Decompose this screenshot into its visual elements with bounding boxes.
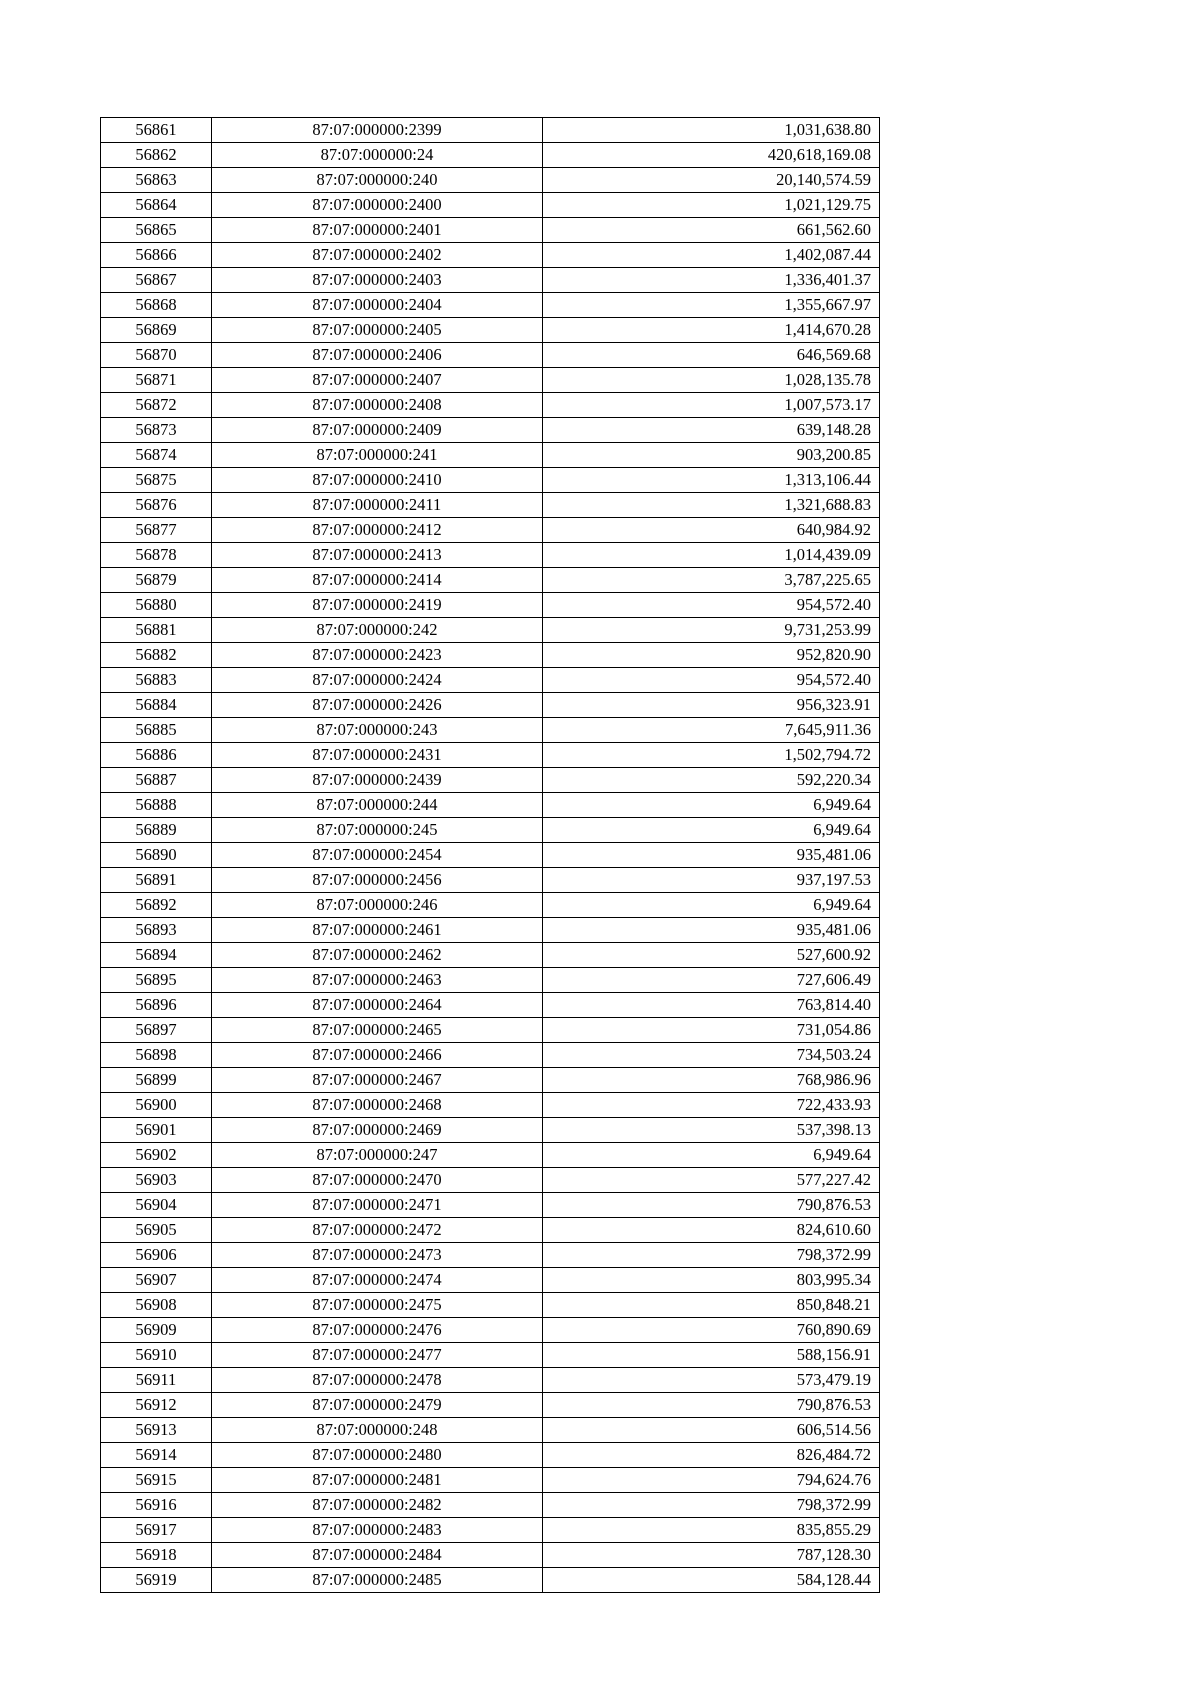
- cadastral-number-cell: 87:07:000000:2474: [212, 1268, 543, 1293]
- value-cell: 787,128.30: [543, 1543, 880, 1568]
- value-cell: 768,986.96: [543, 1068, 880, 1093]
- row-number-cell: 56871: [101, 368, 212, 393]
- row-number-cell: 56890: [101, 843, 212, 868]
- row-number-cell: 56866: [101, 243, 212, 268]
- value-cell: 573,479.19: [543, 1368, 880, 1393]
- table-row: [101, 543, 880, 568]
- row-number-cell: 56902: [101, 1143, 212, 1168]
- cadastral-number-cell: 87:07:000000:2470: [212, 1168, 543, 1193]
- table-row: [101, 1118, 880, 1143]
- cadastral-number-cell: 87:07:000000:2478: [212, 1368, 543, 1393]
- table-row: [101, 1568, 880, 1593]
- value-cell: 639,148.28: [543, 418, 880, 443]
- row-number-cell: 56913: [101, 1418, 212, 1443]
- table-row: [101, 618, 880, 643]
- table-row: [101, 168, 880, 193]
- table-row: [101, 1543, 880, 1568]
- value-cell: 527,600.92: [543, 943, 880, 968]
- cadastral-number-cell: 87:07:000000:245: [212, 818, 543, 843]
- row-number-cell: 56861: [101, 118, 212, 143]
- value-cell: 722,433.93: [543, 1093, 880, 1118]
- value-cell: 956,323.91: [543, 693, 880, 718]
- cadastral-number-cell: 87:07:000000:2485: [212, 1568, 543, 1593]
- cadastral-number-cell: 87:07:000000:2454: [212, 843, 543, 868]
- value-cell: 798,372.99: [543, 1493, 880, 1518]
- table-row: [101, 143, 880, 168]
- row-number-cell: 56896: [101, 993, 212, 1018]
- value-cell: 790,876.53: [543, 1193, 880, 1218]
- table-row: [101, 443, 880, 468]
- table-row: [101, 643, 880, 668]
- table-row: [101, 318, 880, 343]
- row-number-cell: 56899: [101, 1068, 212, 1093]
- row-number-cell: 56904: [101, 1193, 212, 1218]
- value-cell: 727,606.49: [543, 968, 880, 993]
- table-row: [101, 1243, 880, 1268]
- value-cell: 1,031,638.80: [543, 118, 880, 143]
- value-cell: 1,414,670.28: [543, 318, 880, 343]
- table-row: [101, 718, 880, 743]
- cadastral-number-cell: 87:07:000000:2412: [212, 518, 543, 543]
- row-number-cell: 56901: [101, 1118, 212, 1143]
- row-number-cell: 56897: [101, 1018, 212, 1043]
- cadastral-number-cell: 87:07:000000:2475: [212, 1293, 543, 1318]
- value-cell: 798,372.99: [543, 1243, 880, 1268]
- table-row: [101, 1418, 880, 1443]
- cadastral-number-cell: 87:07:000000:240: [212, 168, 543, 193]
- value-cell: 903,200.85: [543, 443, 880, 468]
- table-row: [101, 193, 880, 218]
- table-row: [101, 1268, 880, 1293]
- table-row: [101, 693, 880, 718]
- value-cell: 952,820.90: [543, 643, 880, 668]
- cadastral-number-cell: 87:07:000000:2426: [212, 693, 543, 718]
- cadastral-number-cell: 87:07:000000:2400: [212, 193, 543, 218]
- cadastral-number-cell: 87:07:000000:2466: [212, 1043, 543, 1068]
- value-cell: 1,321,688.83: [543, 493, 880, 518]
- row-number-cell: 56892: [101, 893, 212, 918]
- row-number-cell: 56917: [101, 1518, 212, 1543]
- cadastral-number-cell: 87:07:000000:2411: [212, 493, 543, 518]
- cadastral-number-cell: 87:07:000000:2410: [212, 468, 543, 493]
- value-cell: 1,313,106.44: [543, 468, 880, 493]
- table-row: [101, 1193, 880, 1218]
- table-row: [101, 418, 880, 443]
- cadastral-number-cell: 87:07:000000:2464: [212, 993, 543, 1018]
- row-number-cell: 56884: [101, 693, 212, 718]
- cadastral-number-cell: 87:07:000000:244: [212, 793, 543, 818]
- table-body: [101, 118, 880, 1593]
- row-number-cell: 56915: [101, 1468, 212, 1493]
- table-row: [101, 1043, 880, 1068]
- row-number-cell: 56879: [101, 568, 212, 593]
- value-cell: 794,624.76: [543, 1468, 880, 1493]
- cadastral-number-cell: 87:07:000000:242: [212, 618, 543, 643]
- cadastral-number-cell: 87:07:000000:2479: [212, 1393, 543, 1418]
- value-cell: 584,128.44: [543, 1568, 880, 1593]
- cadastral-number-cell: 87:07:000000:2483: [212, 1518, 543, 1543]
- table-row: [101, 668, 880, 693]
- table-row: [101, 743, 880, 768]
- cadastral-number-cell: 87:07:000000:2439: [212, 768, 543, 793]
- table-row: [101, 1143, 880, 1168]
- row-number-cell: 56878: [101, 543, 212, 568]
- row-number-cell: 56916: [101, 1493, 212, 1518]
- value-cell: 1,355,667.97: [543, 293, 880, 318]
- row-number-cell: 56909: [101, 1318, 212, 1343]
- cadastral-number-cell: 87:07:000000:2471: [212, 1193, 543, 1218]
- table-row: [101, 893, 880, 918]
- row-number-cell: 56869: [101, 318, 212, 343]
- table-row: [101, 1518, 880, 1543]
- value-cell: 760,890.69: [543, 1318, 880, 1343]
- cadastral-number-cell: 87:07:000000:241: [212, 443, 543, 468]
- row-number-cell: 56918: [101, 1543, 212, 1568]
- value-cell: 935,481.06: [543, 843, 880, 868]
- cadastral-number-cell: 87:07:000000:2461: [212, 918, 543, 943]
- cadastral-number-cell: 87:07:000000:2403: [212, 268, 543, 293]
- value-cell: 592,220.34: [543, 768, 880, 793]
- row-number-cell: 56914: [101, 1443, 212, 1468]
- cadastral-number-cell: 87:07:000000:2406: [212, 343, 543, 368]
- table-row: [101, 1318, 880, 1343]
- cadastral-number-cell: 87:07:000000:2477: [212, 1343, 543, 1368]
- row-number-cell: 56863: [101, 168, 212, 193]
- cadastral-number-cell: 87:07:000000:2467: [212, 1068, 543, 1093]
- table-row: [101, 818, 880, 843]
- value-cell: 6,949.64: [543, 893, 880, 918]
- row-number-cell: 56910: [101, 1343, 212, 1368]
- cadastral-number-cell: 87:07:000000:2469: [212, 1118, 543, 1143]
- table-row: [101, 1293, 880, 1318]
- table-row: [101, 1393, 880, 1418]
- row-number-cell: 56887: [101, 768, 212, 793]
- table-row: [101, 1068, 880, 1093]
- value-cell: 1,402,087.44: [543, 243, 880, 268]
- cadastral-number-cell: 87:07:000000:2476: [212, 1318, 543, 1343]
- row-number-cell: 56885: [101, 718, 212, 743]
- value-cell: 3,787,225.65: [543, 568, 880, 593]
- row-number-cell: 56907: [101, 1268, 212, 1293]
- cadastral-number-cell: 87:07:000000:2409: [212, 418, 543, 443]
- row-number-cell: 56872: [101, 393, 212, 418]
- cadastral-number-cell: 87:07:000000:24: [212, 143, 543, 168]
- value-cell: 803,995.34: [543, 1268, 880, 1293]
- value-cell: 537,398.13: [543, 1118, 880, 1143]
- cadastral-number-cell: 87:07:000000:2423: [212, 643, 543, 668]
- table-row: [101, 968, 880, 993]
- cadastral-number-cell: 87:07:000000:2401: [212, 218, 543, 243]
- cadastral-number-cell: 87:07:000000:2473: [212, 1243, 543, 1268]
- value-cell: 6,949.64: [543, 1143, 880, 1168]
- row-number-cell: 56865: [101, 218, 212, 243]
- table-row: [101, 768, 880, 793]
- row-number-cell: 56888: [101, 793, 212, 818]
- table-row: [101, 1218, 880, 1243]
- value-cell: 9,731,253.99: [543, 618, 880, 643]
- value-cell: 824,610.60: [543, 1218, 880, 1243]
- row-number-cell: 56882: [101, 643, 212, 668]
- table-row: [101, 1168, 880, 1193]
- cadastral-number-cell: 87:07:000000:2399: [212, 118, 543, 143]
- row-number-cell: 56864: [101, 193, 212, 218]
- table-row: [101, 1018, 880, 1043]
- table-row: [101, 1093, 880, 1118]
- row-number-cell: 56881: [101, 618, 212, 643]
- value-cell: 954,572.40: [543, 593, 880, 618]
- row-number-cell: 56893: [101, 918, 212, 943]
- row-number-cell: 56870: [101, 343, 212, 368]
- table-row: [101, 868, 880, 893]
- value-cell: 850,848.21: [543, 1293, 880, 1318]
- value-cell: 6,949.64: [543, 818, 880, 843]
- cadastral-number-cell: 87:07:000000:2408: [212, 393, 543, 418]
- table-row: [101, 118, 880, 143]
- row-number-cell: 56905: [101, 1218, 212, 1243]
- row-number-cell: 56883: [101, 668, 212, 693]
- cadastral-number-cell: 87:07:000000:2407: [212, 368, 543, 393]
- row-number-cell: 56862: [101, 143, 212, 168]
- row-number-cell: 56889: [101, 818, 212, 843]
- table-row: [101, 793, 880, 818]
- cadastral-number-cell: 87:07:000000:2402: [212, 243, 543, 268]
- table-row: [101, 243, 880, 268]
- cadastral-number-cell: 87:07:000000:2463: [212, 968, 543, 993]
- row-number-cell: 56891: [101, 868, 212, 893]
- row-number-cell: 56880: [101, 593, 212, 618]
- value-cell: 1,021,129.75: [543, 193, 880, 218]
- table-row: [101, 1468, 880, 1493]
- cadastral-number-cell: 87:07:000000:2456: [212, 868, 543, 893]
- table-row: [101, 568, 880, 593]
- value-cell: 640,984.92: [543, 518, 880, 543]
- value-cell: 1,028,135.78: [543, 368, 880, 393]
- cadastral-number-cell: 87:07:000000:2413: [212, 543, 543, 568]
- row-number-cell: 56898: [101, 1043, 212, 1068]
- table-row: [101, 843, 880, 868]
- row-number-cell: 56895: [101, 968, 212, 993]
- value-cell: 731,054.86: [543, 1018, 880, 1043]
- row-number-cell: 56911: [101, 1368, 212, 1393]
- value-cell: 1,502,794.72: [543, 743, 880, 768]
- cadastral-number-cell: 87:07:000000:2431: [212, 743, 543, 768]
- value-cell: 826,484.72: [543, 1443, 880, 1468]
- cadastral-number-cell: 87:07:000000:2462: [212, 943, 543, 968]
- table-row: [101, 368, 880, 393]
- table-row: [101, 468, 880, 493]
- row-number-cell: 56908: [101, 1293, 212, 1318]
- value-cell: 588,156.91: [543, 1343, 880, 1368]
- table-row: [101, 493, 880, 518]
- row-number-cell: 56912: [101, 1393, 212, 1418]
- row-number-cell: 56868: [101, 293, 212, 318]
- value-cell: 937,197.53: [543, 868, 880, 893]
- value-cell: 577,227.42: [543, 1168, 880, 1193]
- row-number-cell: 56886: [101, 743, 212, 768]
- value-cell: 935,481.06: [543, 918, 880, 943]
- table-row: [101, 993, 880, 1018]
- value-cell: 606,514.56: [543, 1418, 880, 1443]
- row-number-cell: 56900: [101, 1093, 212, 1118]
- row-number-cell: 56873: [101, 418, 212, 443]
- table-row: [101, 1443, 880, 1468]
- value-cell: 734,503.24: [543, 1043, 880, 1068]
- table-row: [101, 268, 880, 293]
- cadastral-number-cell: 87:07:000000:2414: [212, 568, 543, 593]
- value-cell: 20,140,574.59: [543, 168, 880, 193]
- table-row: [101, 1493, 880, 1518]
- table-row: [101, 918, 880, 943]
- value-cell: 790,876.53: [543, 1393, 880, 1418]
- table-row: [101, 218, 880, 243]
- value-cell: 6,949.64: [543, 793, 880, 818]
- row-number-cell: 56875: [101, 468, 212, 493]
- cadastral-number-cell: 87:07:000000:2405: [212, 318, 543, 343]
- row-number-cell: 56903: [101, 1168, 212, 1193]
- table-row: [101, 293, 880, 318]
- row-number-cell: 56906: [101, 1243, 212, 1268]
- value-cell: 420,618,169.08: [543, 143, 880, 168]
- table-row: [101, 393, 880, 418]
- row-number-cell: 56876: [101, 493, 212, 518]
- table-row: [101, 593, 880, 618]
- data-table: [100, 117, 880, 1593]
- cadastral-number-cell: 87:07:000000:243: [212, 718, 543, 743]
- cadastral-number-cell: 87:07:000000:2482: [212, 1493, 543, 1518]
- value-cell: 7,645,911.36: [543, 718, 880, 743]
- row-number-cell: 56867: [101, 268, 212, 293]
- value-cell: 835,855.29: [543, 1518, 880, 1543]
- cadastral-number-cell: 87:07:000000:2465: [212, 1018, 543, 1043]
- cadastral-number-cell: 87:07:000000:2472: [212, 1218, 543, 1243]
- value-cell: 763,814.40: [543, 993, 880, 1018]
- row-number-cell: 56919: [101, 1568, 212, 1593]
- cadastral-number-cell: 87:07:000000:2468: [212, 1093, 543, 1118]
- value-cell: 1,014,439.09: [543, 543, 880, 568]
- row-number-cell: 56894: [101, 943, 212, 968]
- cadastral-number-cell: 87:07:000000:2484: [212, 1543, 543, 1568]
- table-row: [101, 343, 880, 368]
- cadastral-number-cell: 87:07:000000:2481: [212, 1468, 543, 1493]
- value-cell: 1,007,573.17: [543, 393, 880, 418]
- table-row: [101, 1343, 880, 1368]
- cadastral-number-cell: 87:07:000000:2424: [212, 668, 543, 693]
- row-number-cell: 56877: [101, 518, 212, 543]
- value-cell: 1,336,401.37: [543, 268, 880, 293]
- row-number-cell: 56874: [101, 443, 212, 468]
- cadastral-number-cell: 87:07:000000:248: [212, 1418, 543, 1443]
- value-cell: 954,572.40: [543, 668, 880, 693]
- value-cell: 646,569.68: [543, 343, 880, 368]
- cadastral-number-cell: 87:07:000000:2404: [212, 293, 543, 318]
- table-row: [101, 943, 880, 968]
- table-row: [101, 1368, 880, 1393]
- table-row: [101, 518, 880, 543]
- cadastral-number-cell: 87:07:000000:2480: [212, 1443, 543, 1468]
- cadastral-number-cell: 87:07:000000:246: [212, 893, 543, 918]
- cadastral-number-cell: 87:07:000000:2419: [212, 593, 543, 618]
- cadastral-number-cell: 87:07:000000:247: [212, 1143, 543, 1168]
- value-cell: 661,562.60: [543, 218, 880, 243]
